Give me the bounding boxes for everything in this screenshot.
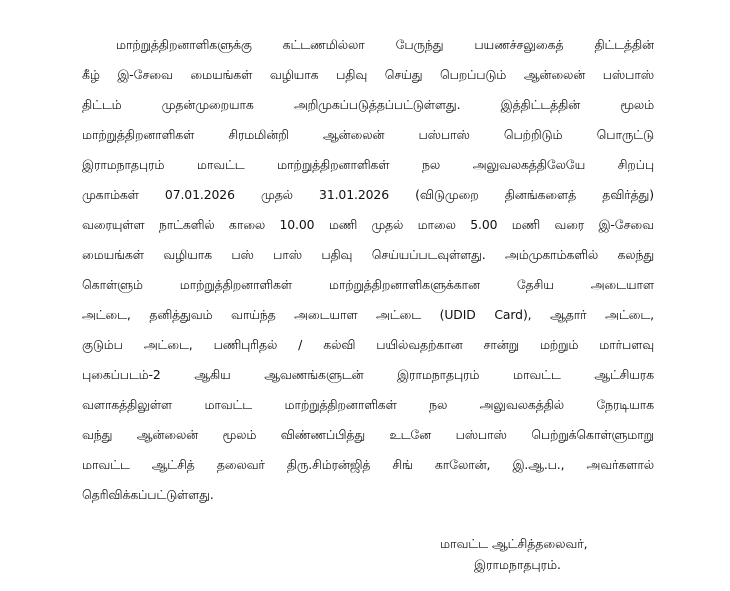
word: மையங்கள் [82, 247, 144, 262]
word: (விடுமுறை [415, 187, 479, 202]
word: பேருந்து [395, 37, 444, 52]
word: ஆவணங்களுடன் [264, 367, 364, 382]
word: ஆன்லைன் [523, 67, 586, 82]
word: மூலம் [620, 97, 654, 112]
word: திட்டத்தின் [594, 37, 654, 52]
word: 07.01.2026 [164, 187, 235, 202]
body-line-16: தெரிவிக்கப்பட்டுள்ளது. [82, 487, 214, 502]
word: பயணச்சலுகைத் [474, 37, 564, 52]
word: அறிமுகப்படுத்தப்பட்டுள்ளது. [293, 97, 461, 112]
word: மணி [511, 217, 540, 232]
word: மணி [328, 217, 358, 232]
body-line-6 [82, 180, 654, 210]
word: இ-சேவை [598, 217, 654, 232]
word: பஸ்பாஸ் [455, 427, 507, 442]
word: அவர்களால் [586, 457, 654, 472]
word: பாஸ் [273, 247, 302, 262]
word: மார்பளவு [599, 337, 654, 352]
word: ஆன்லைன் [322, 127, 385, 142]
word: ஆகிய [194, 367, 231, 382]
word: வரை [554, 217, 585, 232]
word: கல்வி [323, 337, 356, 352]
word: விண்ணப்பித்து [280, 427, 365, 442]
word: மாவட்ட [196, 157, 245, 172]
word: வரையுள்ள [82, 217, 145, 232]
word: மாற்றுத்திறனாளிகள் [284, 397, 397, 412]
word: சிங் [392, 457, 413, 472]
word: முதல் [261, 187, 293, 202]
word: மாற்றுத்திறனாளிகள் [277, 157, 390, 172]
word: பெற்றுக்கொள்ளுமாறு [531, 427, 654, 442]
signature-place: இராமநாதபுரம். [474, 557, 561, 572]
word: கீழ் [82, 67, 100, 82]
word: மூலம் [222, 427, 257, 442]
signature-title: மாவட்ட ஆட்சித்தலைவர், [440, 536, 588, 551]
word: வளாகத்திலுள்ள [82, 397, 172, 412]
word: மாற்றுத்திறனாளிகளுக்கான [328, 277, 480, 292]
word: இத்திட்டத்தின் [500, 97, 581, 112]
body-line-13 [82, 390, 654, 420]
word: நாட்களில் [158, 217, 215, 232]
word: வழியாக [163, 247, 212, 262]
word: தினங்களைத் [504, 187, 577, 202]
word: செய்து [384, 67, 423, 82]
word: பதிவு [336, 67, 368, 82]
word: மாற்றுத்திறனாளிகளுக்கு [116, 37, 252, 52]
press-release-body [82, 30, 654, 510]
signature-block [0, 530, 730, 590]
word: இ-சேவை [117, 67, 173, 82]
word: 31.01.2026 [319, 187, 389, 202]
word: தலைவர் [216, 457, 265, 472]
body-line-4 [82, 120, 654, 150]
word: 10.00 [279, 217, 315, 232]
body-line-15 [82, 450, 654, 480]
word: பஸ்பாஸ் [418, 127, 470, 142]
word: தவிர்த்து) [602, 187, 654, 202]
word: பொருட்டு [596, 127, 654, 142]
word: / [298, 337, 303, 352]
body-line-3 [82, 90, 654, 120]
word: சிரமமின்றி [228, 127, 289, 142]
word: கொள்ளும் [82, 277, 143, 292]
body-line-11 [82, 330, 654, 360]
word: ஆட்சியரக [594, 367, 654, 382]
word: (UDID [439, 307, 476, 322]
word: இராமநாதபுரம் [397, 367, 480, 382]
word: மையங்கள் [190, 67, 253, 82]
body-line-14 [82, 420, 654, 450]
word: வாய்ந்த [230, 307, 276, 322]
word: அடையாள [590, 277, 654, 292]
word: மாலை [417, 217, 456, 232]
word: நேரடியாக [596, 397, 654, 412]
body-line-9 [82, 270, 654, 300]
body-line-5 [82, 150, 654, 180]
word: அட்டை [376, 307, 421, 322]
word: காலை [228, 217, 266, 232]
word: Card), [494, 307, 532, 322]
body-line-12 [82, 360, 654, 390]
word: தேசிய [516, 277, 554, 292]
body-line-10 [82, 300, 654, 330]
word: வந்து [82, 427, 113, 442]
word: அட்டை, [605, 307, 654, 322]
word: நல [429, 397, 448, 412]
body-line-2 [82, 60, 654, 90]
word: அட்டை, [82, 307, 131, 322]
word: மற்றும் [539, 337, 579, 352]
word: அட்டை, [143, 337, 193, 352]
word: புகைப்படம்-2 [82, 367, 161, 382]
word: காலோன், [434, 457, 491, 472]
word: மாவட்ட [82, 457, 130, 472]
word: மாவட்ட [204, 397, 253, 412]
word: கலந்து [617, 247, 654, 262]
word: ஆட்சித் [151, 457, 195, 472]
word: பெற்றிடும் [503, 127, 563, 142]
word: முதல் [371, 217, 404, 232]
word: பஸ்பாஸ் [602, 67, 654, 82]
word: முகாம்கள் [82, 187, 139, 202]
word: முதன்முறையாக [161, 97, 254, 112]
word: நல [421, 157, 441, 172]
word: அலுவலகத்திலேயே [472, 157, 586, 172]
word: மாற்றுத்திறனாளிகள் [82, 127, 195, 142]
word: அடையாள [294, 307, 358, 322]
word: சிறப்பு [617, 157, 654, 172]
body-line-7 [82, 210, 654, 240]
word: ஆதார் [550, 307, 587, 322]
word: மாவட்ட [513, 367, 561, 382]
word: சான்று [483, 337, 519, 352]
word: ஆன்லைன் [136, 427, 199, 442]
word: உடனே [389, 427, 432, 442]
word: பெறப்படும் [440, 67, 507, 82]
word: திரு.சிம்ரன்ஜித் [286, 457, 371, 472]
word: தனித்துவம் [149, 307, 213, 322]
word: பஸ் [231, 247, 254, 262]
word: இ.ஆ.ப., [512, 457, 565, 472]
word: மாற்றுத்திறனாளிகள் [179, 277, 292, 292]
word: செய்யப்படவுள்ளது. [371, 247, 486, 262]
word: 5.00 [470, 217, 498, 232]
word: வழியாக [269, 67, 319, 82]
body-line-1 [82, 30, 654, 60]
body-line-8 [82, 240, 654, 270]
word: திட்டம் [82, 97, 122, 112]
word: இராமநாதபுரம் [82, 157, 165, 172]
word: பயில்வதற்கான [376, 337, 463, 352]
word: குடும்ப [82, 337, 123, 352]
word: பதிவு [321, 247, 353, 262]
word: கட்டணமில்லா [282, 37, 365, 52]
word: பணிபுரிதல் [213, 337, 278, 352]
word: அம்முகாம்களில் [505, 247, 599, 262]
word: அலுவலகத்தில் [479, 397, 564, 412]
